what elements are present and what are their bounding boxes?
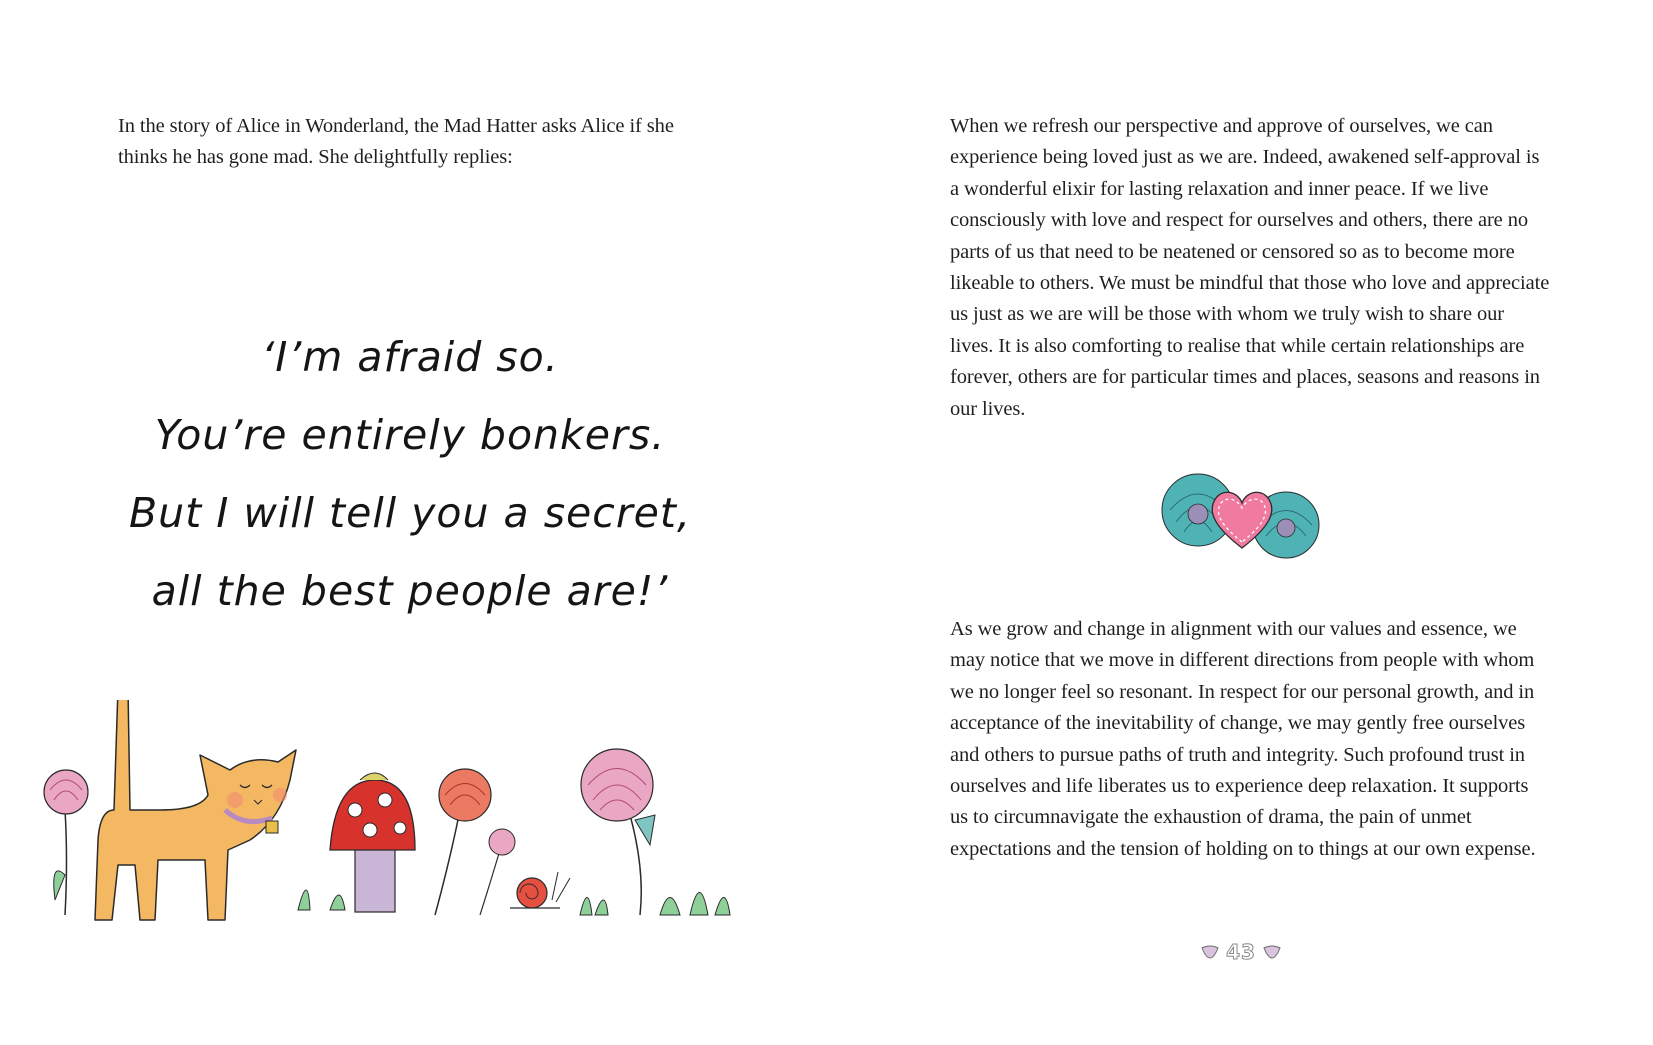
body-paragraph-1: When we refresh our perspective and approve of ourselves, we can experience being loved just as we are. Indeed, awakened self-approval is a wonderful elixir for lasting relaxation and inner peace. If we live consciously with love and respect for ourselves and others, there are no parts of us that need to be neatened or censored so as to become more likeable to others. We must be mindful that those who love and appreciate us just as we are will be those with whom we truly wish to share our lives. It is also comforting to realise that while certain relationships are forever, others are for particular times and places, seasons and reasons in our lives. [950, 115, 1550, 420]
handwritten-quote [120, 318, 700, 630]
mushroom-illustration [330, 773, 415, 912]
page-ornament-leaf-icon [1200, 944, 1220, 960]
page-number-footer [1191, 937, 1291, 967]
page-ornament-leaf-icon [1262, 944, 1282, 960]
intro-paragraph: In the story of Alice in Wonderland, the Mad Hatter asks Alice if she thinks he has gone mad. She delightfully replies: [118, 115, 674, 169]
quote-line: You’re entirely bonkers. [154, 411, 666, 459]
page-number: 43 [1226, 940, 1256, 964]
flower-illustration [581, 749, 655, 915]
heart-flowers-motif [1156, 470, 1326, 570]
cat-illustration [95, 700, 296, 920]
cat-garden-illustration [40, 700, 780, 990]
left-page [0, 0, 826, 1045]
body-paragraph-2: As we grow and change in alignment with our values and essence, we may notice that we move in different directions from people with whom we no longer feel so resonant. In respect for our personal growth, and in acceptance of the inevitability of change, we may gently free ourselves and others to pursue paths of truth and integrity. Such profound trust in ourselves and life liberates us to experience deep relaxation. It supports us to circumnavigate the exhaustion of drama, the pain of unmet expectations and the tension of holding on to things at our own expense. [950, 618, 1536, 860]
snail-illustration [510, 872, 570, 908]
quote-line: ‘I’m afraid so. [261, 333, 559, 381]
right-page [826, 0, 1653, 1045]
flower-illustration [435, 769, 515, 915]
quote-line: all the best people are!’ [151, 567, 669, 615]
quote-line: But I will tell you a secret, [128, 489, 692, 537]
flower-illustration [44, 770, 88, 915]
